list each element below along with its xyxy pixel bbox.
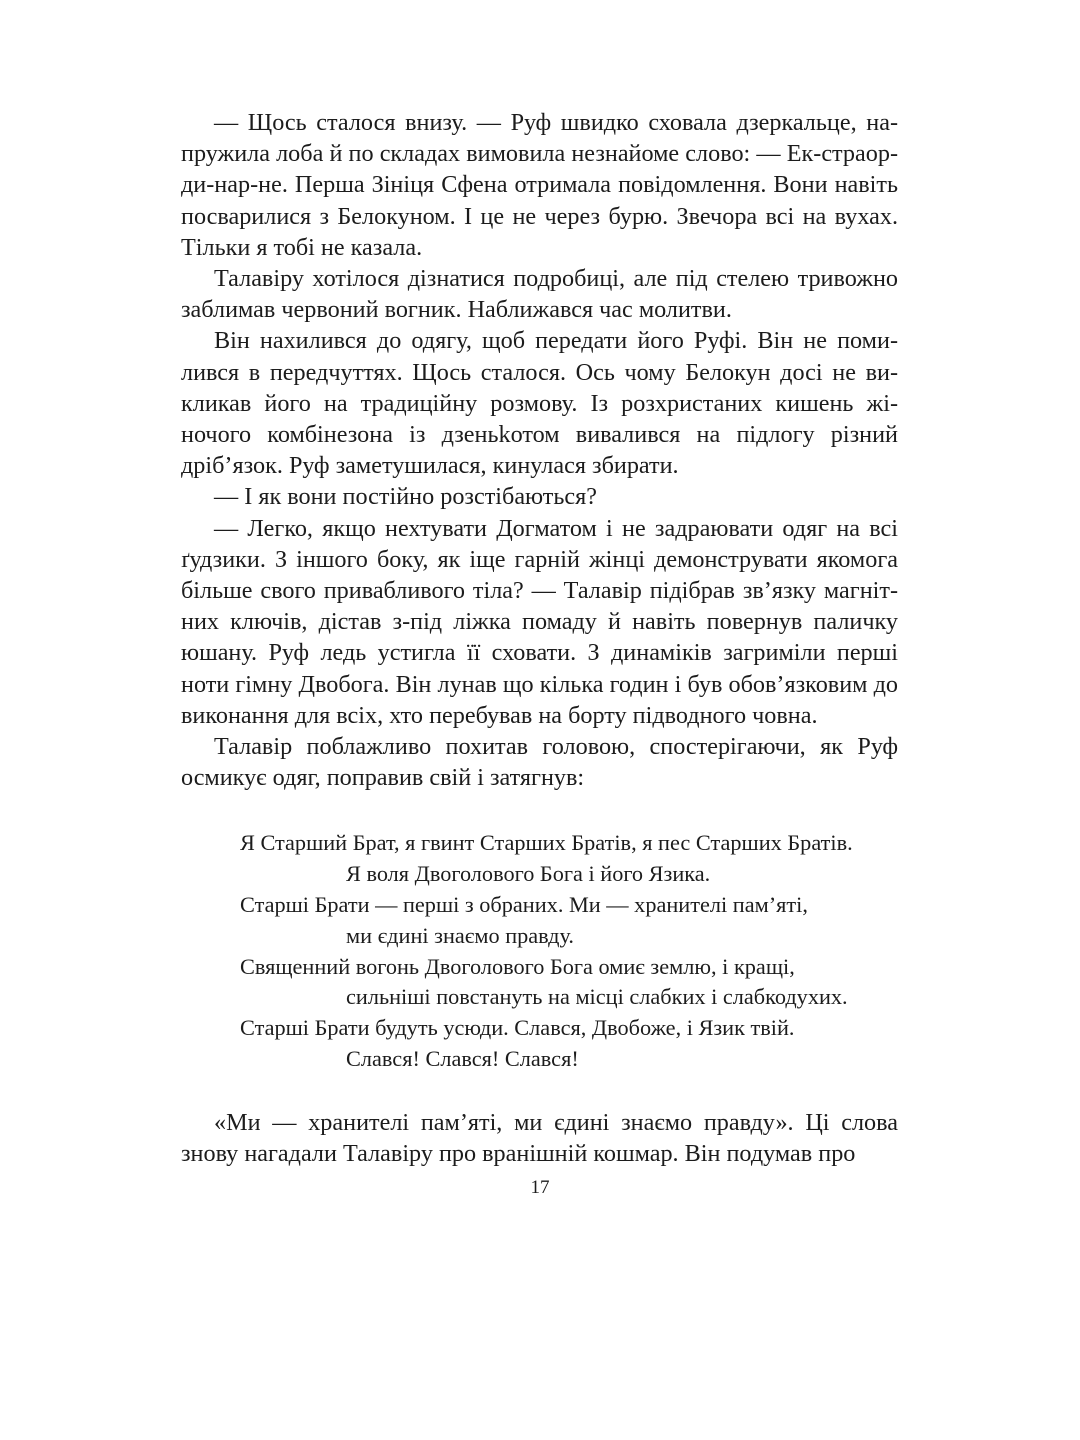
verse-line: ми єдині знаємо правду. — [346, 922, 574, 948]
verse-line: Я воля Двоголового Бога і його Язика. — [346, 861, 711, 887]
verse-line: Старші Брати — перші з обраних. Ми — хранителі пам’яті, — [240, 892, 808, 918]
paragraph: — І як вони постійно розстібаються? — [214, 483, 597, 511]
verse-line: Священний вогонь Двоголового Бога омиє землю, і кращі, — [240, 953, 795, 979]
verse-line: Старші Брати будуть усюди. Слався, Двобоже, і Язик твій. — [240, 1015, 795, 1041]
paragraph: Талавіру хотілося дізнатися подробиці, але під стелею тривожно заблимав червоний вогник. Наближався час молитви. — [181, 265, 898, 324]
paragraph: — Легко, якщо нехтувати Догматом і не задраювати одяг на всі ґудзики. З іншого боку, як іще гарній жінці демонструвати якомога більше свого привабливого тіла? — Талавір підібрав зв’язку магнітних ключів, дістав з-під ліжка помаду й навіть повернув паличку юшану. Руф ледь устигла її сховати. З динаміків загриміли перші ноти гімну Двобога. Він лунав що кілька годин і був обов’язковим до виконання для всіх, хто перебував на борту підводного човна. — [181, 514, 898, 729]
verse-line: Я Старший Брат, я гвинт Старших Братів, я пес Старших Братів. — [240, 830, 853, 856]
paragraph: «Ми — хранителі пам’яті, ми єдині знаємо правду». Ці слова знову нагадали Талавіру про вранішній кошмар. Він подумав про — [181, 1108, 898, 1168]
page-number: 17 — [530, 1177, 550, 1198]
hymn-verse — [240, 828, 898, 1074]
verse-line: сильніші повстануть на місці слабких і слабкодухих. — [346, 984, 848, 1010]
paragraph: Він нахилився до одягу, щоб передати його Руфі. Він не помилився в передчуттях. Щось сталося. Ось чому Белокун досі не викликав його на традиційну розмову. Із розхристаних кишень жіночого комбінезона із дзеньkотом вивалився на підлогу різний дріб’язок. Руф заметушилася, кинулася збирати. — [181, 327, 898, 480]
verse-line: Слався! Слався! Слався! — [346, 1046, 579, 1072]
paragraph: — Щось сталося внизу. — Руф швидко сховала дзеркальце, напружила лоба й по складах вимовила незнайоме слово: — Ек-страор-ди-нар-не. Перша Зініця Сфена отримала повідомлення. Вони навіть посварилися з Белокуном. І це не через бурю. Звечора всі на вухах. Тільки я тобі не казала. — [181, 109, 898, 261]
paragraph: Талавір поблажливо похитав головою, спостерігаючи, як Руф осмикує одяг, поправив свій і затягнув: — [181, 733, 898, 792]
text-column — [181, 107, 898, 1169]
